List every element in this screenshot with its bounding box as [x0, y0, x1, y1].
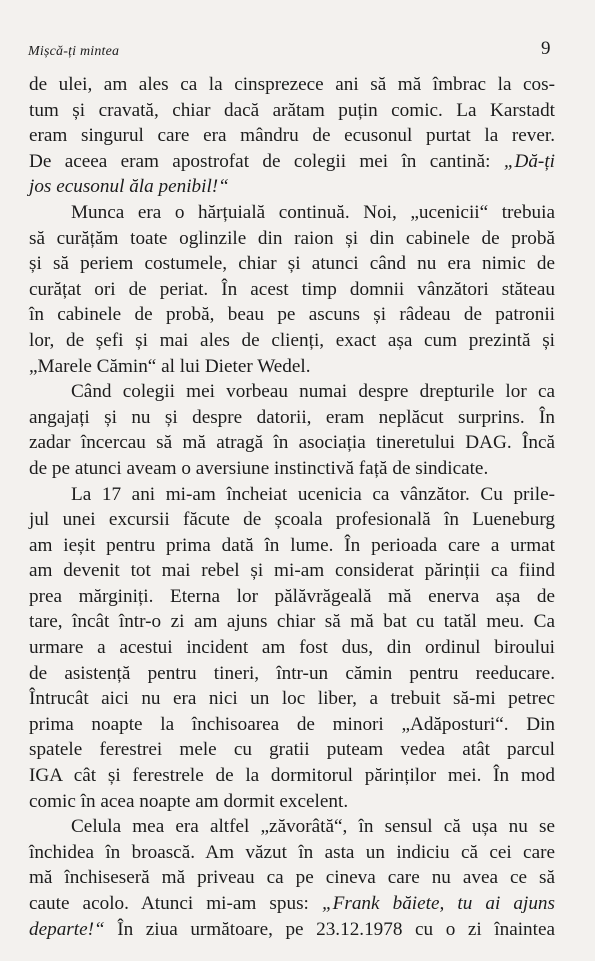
- text-segment: De aceea eram apostrofat de colegii mei în cantină:: [29, 150, 504, 172]
- paragraph-start: La 17 ani mi-am încheiat ucenicia ca vânzător. Cu prile-: [71, 483, 555, 505]
- text-line: spatele ferestrei mele cu gratii puteam vedea atât parcul: [29, 739, 555, 761]
- text-line: [29, 917, 555, 943]
- text-segment: În ziua următoare, pe 23.12.1978 cu o zi înaintea: [104, 918, 555, 940]
- text-line: de pe atunci aveam o aversiune instinctivă față de sindicate.: [29, 457, 489, 479]
- text-line: închidea în broască. Am văzut în asta un indiciu că cei care: [29, 841, 555, 863]
- italic-quote: departe!“: [29, 918, 105, 940]
- text-line: în cabinele de probă, beau pe ascuns și râdeau de patronii: [29, 304, 555, 326]
- text-line: să curățăm toate oglinzile din raion și din cabinele de probă: [29, 227, 555, 249]
- text-line: IGA cât și ferestrele de la dormitorul părinților mei. În mod: [29, 765, 555, 787]
- text-line: eram singurul care era mândru de ecusonul purtat la rever.: [29, 125, 555, 147]
- text-line: zadar încercau să mă atragă în asociația tineretului DAG. Încă: [29, 432, 555, 454]
- text-line: tare, încât într-o zi am ajuns chiar să mă bat cu tatăl meu. Ca: [29, 611, 555, 633]
- text-line: am devenit tot mai rebel și mi-am considerat părinții ca fiind: [29, 560, 555, 582]
- text-line: [29, 174, 555, 200]
- body-text: [29, 72, 555, 942]
- running-title: Mișcă-ți mintea: [28, 44, 120, 59]
- paragraph-start: Munca era o hărțuială continuă. Noi, „ucenicii“ trebuia: [71, 201, 555, 223]
- paragraph-start: Celula mea era altfel „zăvorâtă“, în sensul că ușa nu se: [71, 816, 555, 838]
- text-line: jul unei excursii făcute de școala profesională în Lueneburg: [29, 509, 555, 531]
- text-line: [29, 891, 555, 917]
- text-line: curățat ori de periat. În acest timp domnii vânzători stăteau: [29, 278, 555, 300]
- text-line: prea mărginiți. Eterna lor pălăvrăgeală mă enerva așa de: [29, 585, 555, 607]
- text-line: mă închiseseră mă priveau ca pe cineva care nu avea ce să: [29, 867, 555, 889]
- italic-quote: „Dă-ți: [503, 150, 555, 172]
- text-line: urmare a acestui incident am fost dus, din ordinul biroului: [29, 637, 555, 659]
- page-number: 9: [541, 38, 551, 59]
- text-line: „Marele Cămin“ al lui Dieter Wedel.: [29, 355, 311, 377]
- text-line: Întrucât aici nu era nici un loc liber, a trebuit să-mi petrec: [29, 688, 555, 710]
- text-line: de asistență pentru tineri, într-un cămin pentru reeducare.: [29, 662, 555, 684]
- text-line: [29, 149, 555, 175]
- text-segment: caute acolo. Atunci mi-am spus:: [29, 893, 322, 914]
- text-line: și să periem costumele, chiar și atunci când nu era nimic de: [29, 253, 555, 275]
- text-line: am ieșit pentru prima dată în lume. În perioada care a urmat: [29, 534, 555, 556]
- text-line: tum și cravată, chiar dacă arătam puțin comic. La Karstadt: [29, 99, 555, 121]
- text-line: lor, de șefi și mai ales de clienți, exact așa cum prezintă și: [29, 329, 555, 351]
- text-line: angajați și nu și despre datorii, eram neplăcut surprins. În: [29, 406, 555, 428]
- text-line: de ulei, am ales ca la cinsprezece ani să mă îmbrac la cos-: [29, 74, 555, 95]
- italic-quote: „Frank băiete, tu ai ajuns: [321, 893, 555, 914]
- text-line: prima noapte la închisoarea de minori „Adăposturi“. Din: [29, 713, 555, 735]
- italic-quote: jos ecusonul ăla penibil!“: [29, 176, 229, 198]
- paragraph-start: Când colegii mei vorbeau numai despre drepturile lor ca: [71, 381, 555, 403]
- text-line: comic în acea noapte am dormit excelent.: [29, 790, 349, 812]
